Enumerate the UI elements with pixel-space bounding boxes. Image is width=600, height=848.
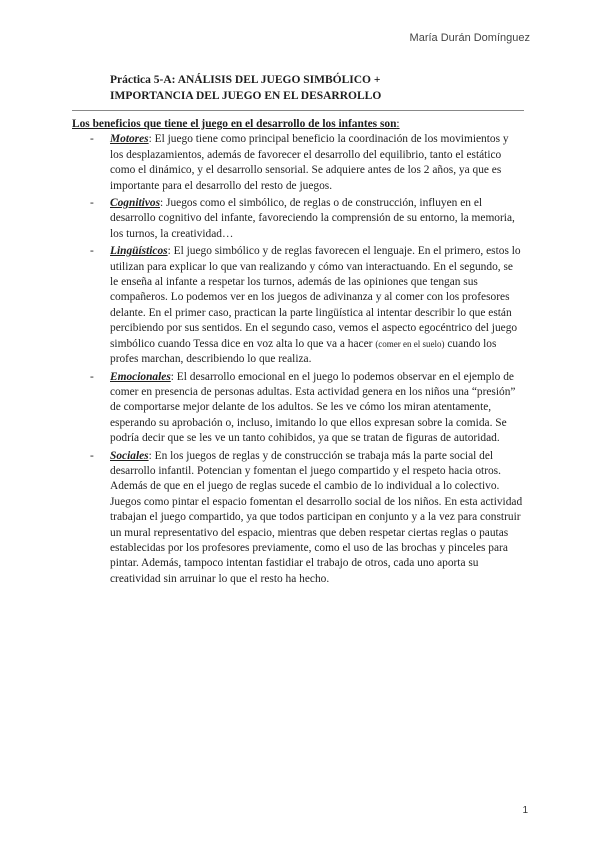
bullet-dash: - (90, 245, 94, 258)
page-title (110, 72, 530, 104)
item-text: : Juegos como el simbólico, de reglas o de construcción, influyen en el desarrollo cognitivo del infante, favoreciendo la comprensión de su entorno, la memoria, los turnos, la creatividad… (110, 197, 515, 240)
item-term: Cognitivos (110, 197, 161, 210)
item-term: Lingüísticos (110, 245, 168, 258)
bullet-dash: - (90, 449, 94, 462)
title-line-2: IMPORTANCIA DEL JUEGO EN EL DESARROLLO (110, 90, 382, 102)
item-term: Emocionales (110, 370, 171, 383)
bullet-dash: - (90, 370, 94, 383)
item-text: : El juego simbólico y de reglas favorecen el lenguaje. En el primero, estos lo utilizan para explicar lo que van realizando y cómo van interactuando. En el segundo, se le enseña al infante a respetar los turnos, además de las opiniones que tengan sus compañeros. Lo podemos ver en los juegos de adivinanza y al comer con los profesores delante. En el primer caso, practican la parte lingüística al intentar describir lo que están percibiendo por sus sentidos. En el segundo caso, vemos el aspecto egocéntrico del juego simbólico cuando Tessa dice en voz alta lo que va a hacer (110, 245, 521, 350)
title-divider (72, 110, 524, 111)
item-term: Motores (110, 133, 149, 146)
section-heading-colon: : (396, 118, 400, 130)
title-line-1: Práctica 5-A: ANÁLISIS DEL JUEGO SIMBÓLICO + (110, 74, 381, 86)
page-number: 1 (522, 805, 528, 816)
bullet-dash: - (90, 197, 94, 210)
section-heading-text: Los beneficios que tiene el juego en el desarrollo de los infantes son (72, 118, 397, 130)
list-item-cognitivos (72, 196, 532, 242)
item-text: : El juego tiene como principal beneficio la coordinación de los movimientos y los desplazamientos, además de favorecer el desarrollo del equilibrio, tanto el estático como el dinámico, y el desarrollo sensorial. Se adquiere antes de los 2 años, ya que es importante para el desarrollo del resto de juegos. (110, 133, 509, 192)
list-item-emocionales (72, 370, 532, 447)
list-item-linguisticos (72, 244, 532, 367)
bullet-dash: - (90, 133, 94, 146)
header-author: María Durán Domínguez (409, 32, 530, 44)
item-aside: (comer en el suelo) (375, 338, 445, 349)
item-text: : El desarrollo emocional en el juego lo podemos observar en el ejemplo de comer en presencia de personas adultas. Esta actividad genera en los niños una “presión” de comportarse mejor delante de los adultos. Se les ve cómo los miran atentamente, esperando su aprobación o, incluso, imitando lo que ellos expresan sobre la comida. Se podría decir que se les ve un tanto cohibidos, ya que se tratan de figuras de autoridad. (110, 370, 516, 445)
list-item-motores (72, 132, 532, 194)
list-item-sociales (72, 449, 532, 588)
item-term: Sociales (110, 449, 149, 462)
section-heading (72, 117, 532, 132)
document-body (72, 117, 532, 589)
benefits-list (72, 132, 532, 587)
item-text: : En los juegos de reglas y de construcción se trabaja más la parte social del desarrollo infantil. Potencian y fomentan el juego compartido y el respeto hacia otros. Además de que en el juego de reglas sucede el cambio de lo individual a lo colectivo. Juegos como pintar el espacio fomentan el desarrollo social de los niños. En esta actividad trabajan el juego compartido, ya que todos participan en conjunto y a la vez para construir un mural representativo del espacio, mientras que deben respetar ciertas reglas o pautas establecidas por los profesores previamente, como el uso de las brochas y pinceles para pintar. Además, tampoco intentan fastidiar el trabajo de otros, cada uno aporta su creatividad sin arruinar lo que el resto ha hecho. (110, 449, 523, 585)
item-text-after: cuando los profes marchan, describiendo lo que realiza. (110, 337, 497, 366)
